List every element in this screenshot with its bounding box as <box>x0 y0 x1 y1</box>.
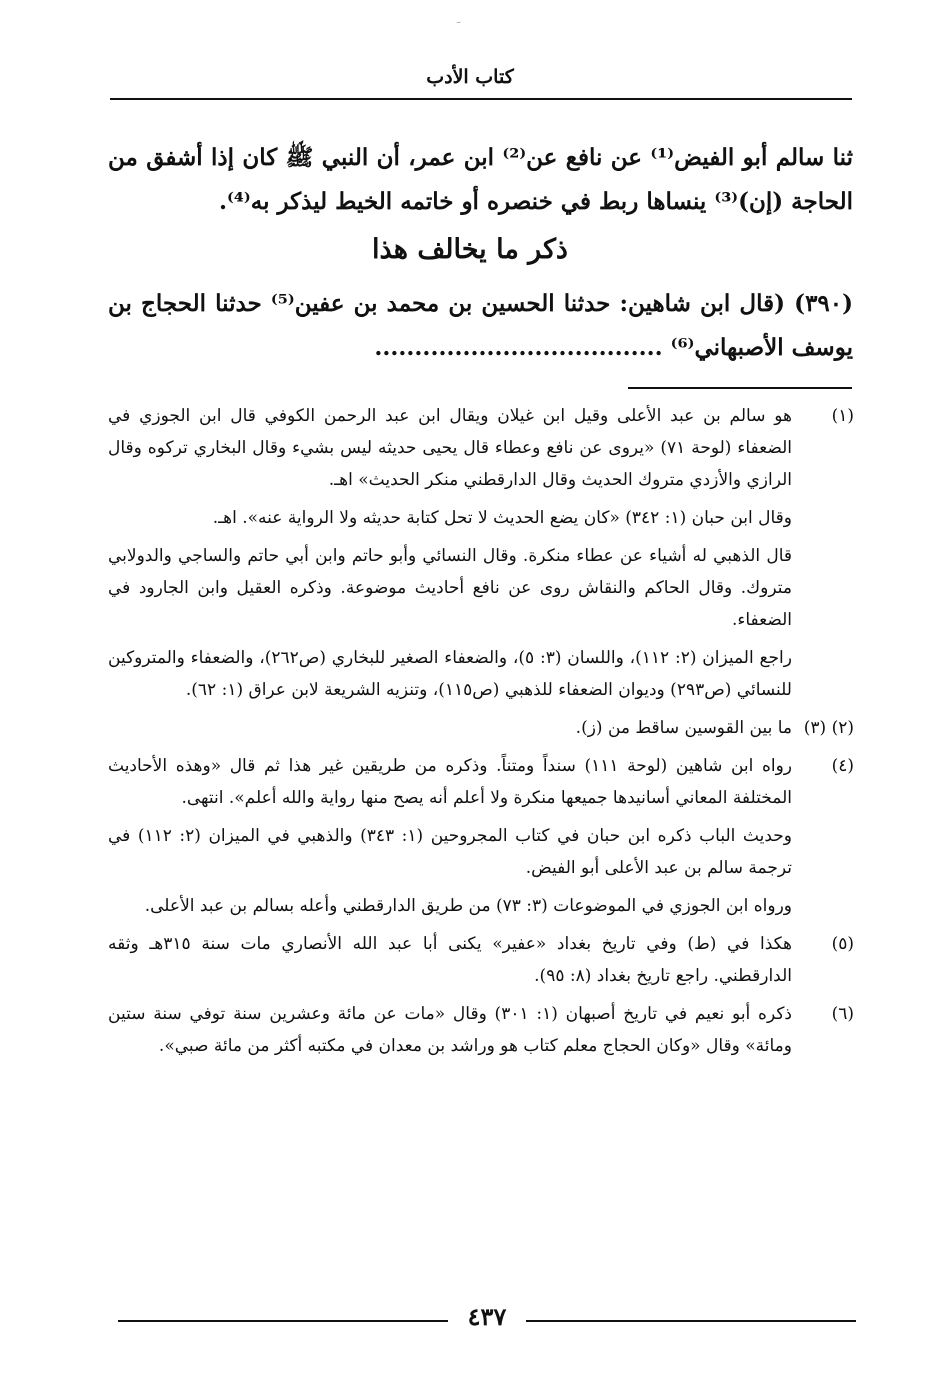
footnote-paragraph: راجع الميزان (٢: ١١٢)، واللسان (٣: ٥)، والضعفاء الصغير للبخاري (ص٢٦٢)، والضعفاء والمتروكين للنسائي (ص٢٩٣) وديوان الضعفاء للذهبي (ص١١٥)، وتنزيه الشريعة لابن عراق (١: ٦٢). <box>108 648 792 700</box>
footnote-body <box>108 928 792 992</box>
footnote-1 <box>108 400 854 706</box>
footnote-rule <box>628 387 852 389</box>
hadith-block <box>108 282 853 370</box>
footnotes <box>108 400 854 1068</box>
footnote-number: (٤) <box>831 756 854 776</box>
footnote-body <box>108 750 792 922</box>
hadith-dots: .................................... <box>374 334 663 361</box>
running-header: كتاب الأدب <box>426 66 514 88</box>
section-heading: ذكر ما يخالف هذا <box>372 234 568 265</box>
footnote-paragraph: وحديث الباب ذكره ابن حبان في كتاب المجروحين (١: ٣٤٣) والذهبي في الميزان (٢: ١١٢) في ترجمة سالم بن عبد الأعلى أبو الفيض. <box>108 826 792 878</box>
footnote-5 <box>108 928 854 992</box>
footnote-number: (٥) <box>831 934 854 954</box>
footnote-4 <box>108 750 854 922</box>
footnote-number: (١) <box>831 406 854 426</box>
footnote-paragraph: قال الذهبي له أشياء عن عطاء منكرة. وقال النسائي وأبو حاتم وابن أبي حاتم والساجي والدولابي متروك. وقال الحاكم والنقاش روى عن نافع أحاديث موضوعة. وذكره العقيل وابن الجارود في الضعفاء. <box>108 546 793 630</box>
hadith-text: (٣٩٠) (قال ابن شاهين: حدثنا الحسين بن محمد بن عفين⁽⁵⁾ حدثنا الحجاج بن يوسف الأصبهاني⁽⁶⁾ <box>108 290 854 361</box>
footnote-paragraph: وقال ابن حبان (١: ٣٤٢) «كان يضع الحديث لا تحل كتابة حديثه ولا الرواية عنه». اهـ. <box>212 508 792 528</box>
footnote-paragraph: ذكره أبو نعيم في تاريخ أصبهان (١: ٣٠١) وقال «مات عن مائة وعشرين سنة توفي سنة ستين ومائة» وقال «وكان الحجاج معلم كتاب هو وراشد بن معدان في مكتبه أكثر من مائة صبي». <box>108 1004 793 1056</box>
footnote-2-3 <box>108 712 854 744</box>
footnote-number: (٦) <box>831 1004 854 1024</box>
footer-right-rule <box>526 1320 856 1322</box>
page-number: ٤٣٧ <box>467 1302 507 1331</box>
header-rule <box>110 98 852 100</box>
footer-left-rule <box>118 1320 448 1322</box>
main-text <box>108 136 853 224</box>
footnote-body <box>108 400 792 706</box>
footnote-body <box>108 998 792 1062</box>
footnote-paragraph: ما بين القوسين ساقط من (ز). <box>575 718 792 738</box>
hadith-paragraph <box>108 282 853 370</box>
footnote-paragraph: هو سالم بن عبد الأعلى وقيل ابن غيلان ويقال ابن عبد الرحمن الكوفي قال ابن الجوزي في الضعفاء (لوحة ٧١) «يروى عن نافع وعطاء قال يحيى حديثه ليس بشيء وقال البخاري تركوه وقال الرازي والأزدي متروك الحديث وقال الدارقطني منكر الحديث» اهـ. <box>108 406 792 490</box>
footnote-6 <box>108 998 854 1062</box>
footnote-paragraph: ورواه ابن الجوزي في الموضوعات (٣: ٧٣) من طريق الدارقطني وأعله بسالم بن عبد الأعلى. <box>144 896 792 916</box>
footnote-paragraph: رواه ابن شاهين (لوحة ١١١) سنداً ومتناً. وذكره من طريقين غير هذا ثم قال «وهذه الأحاديث المختلفة المعاني أسانيدها جميعها منكرة ولا أعلم أنه يصح منها رواية والله أعلم». انتهى. <box>108 756 792 808</box>
footnote-number: (٢) (٣) <box>803 718 854 738</box>
footnote-paragraph: هكذا في (ط) وفي تاريخ بغداد «عفير» يكنى أبا عبد الله الأنصاري مات سنة ٣١٥هـ وثقه الدارقطني. راجع تاريخ بغداد (٨: ٩٥). <box>108 934 792 986</box>
main-paragraph: ثنا سالم أبو الفيض⁽¹⁾ عن نافع عن⁽²⁾ ابن عمر، أن النبي ﷺ كان إذا أشفق من الحاجة (إن)⁽³⁾ ينساها ربط في خنصره أو خاتمه الخيط ليذكر به⁽⁴⁾. <box>108 144 853 215</box>
footnote-body <box>108 712 792 744</box>
